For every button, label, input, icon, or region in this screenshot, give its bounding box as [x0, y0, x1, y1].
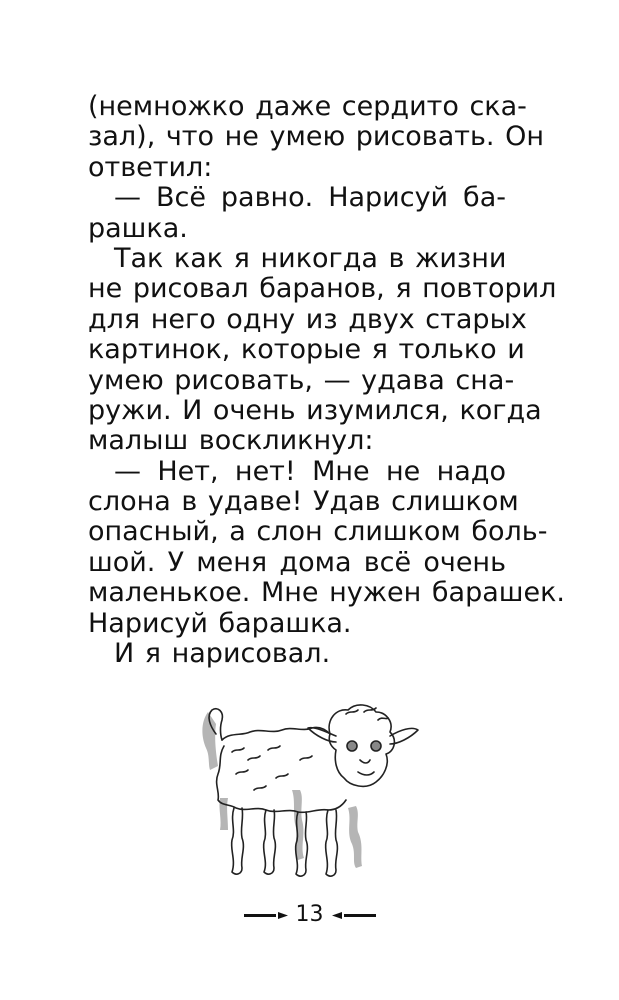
text-line: Нарисуй барашка.: [88, 607, 352, 639]
text-line: зал), что не умею рисовать. Он: [88, 121, 544, 153]
text-line: Так как я никогда в жизни: [114, 242, 507, 274]
paragraph: [88, 639, 506, 669]
text-line: маленькое. Мне нужен барашек.: [88, 577, 565, 609]
paragraph: [88, 91, 544, 183]
text-line: — Всё равно. Нарисуй ба-: [114, 182, 506, 214]
text-line: (немножко даже сердито ска-: [88, 91, 527, 122]
sheep-drawing-icon: [180, 690, 420, 890]
text-line: картинок, которые я только и: [88, 334, 525, 366]
text-line: — Нет, нет! Мне не надо: [114, 455, 506, 487]
text-line: слона в удаве! Удав слишком: [88, 486, 519, 518]
text-line: ружи. И очень изумился, когда: [88, 394, 542, 426]
text-line: ответил:: [88, 151, 213, 183]
text-line: умею рисовать, — удава сна-: [88, 364, 515, 396]
text-line: не рисовал баранов, я повторил: [88, 273, 557, 305]
paragraph: [88, 242, 557, 457]
paragraph: [88, 183, 506, 244]
left-dash-ornament-icon: [244, 908, 288, 922]
text-line: малыш воскликнул:: [88, 425, 374, 457]
text-line: И я нарисовал.: [114, 638, 331, 670]
right-dash-ornament-icon: [332, 908, 376, 922]
paragraph: [88, 455, 565, 639]
sheep-illustration: [180, 690, 420, 890]
text-line: опасный, а слон слишком боль-: [88, 516, 548, 548]
page-footer: [0, 902, 619, 927]
text-line: шой. У меня дома всё очень: [88, 546, 506, 578]
text-line: для него одну из двух старых: [88, 303, 527, 335]
body-text: [88, 91, 565, 670]
page-number: 13: [295, 902, 324, 927]
text-line: рашка.: [88, 212, 188, 244]
